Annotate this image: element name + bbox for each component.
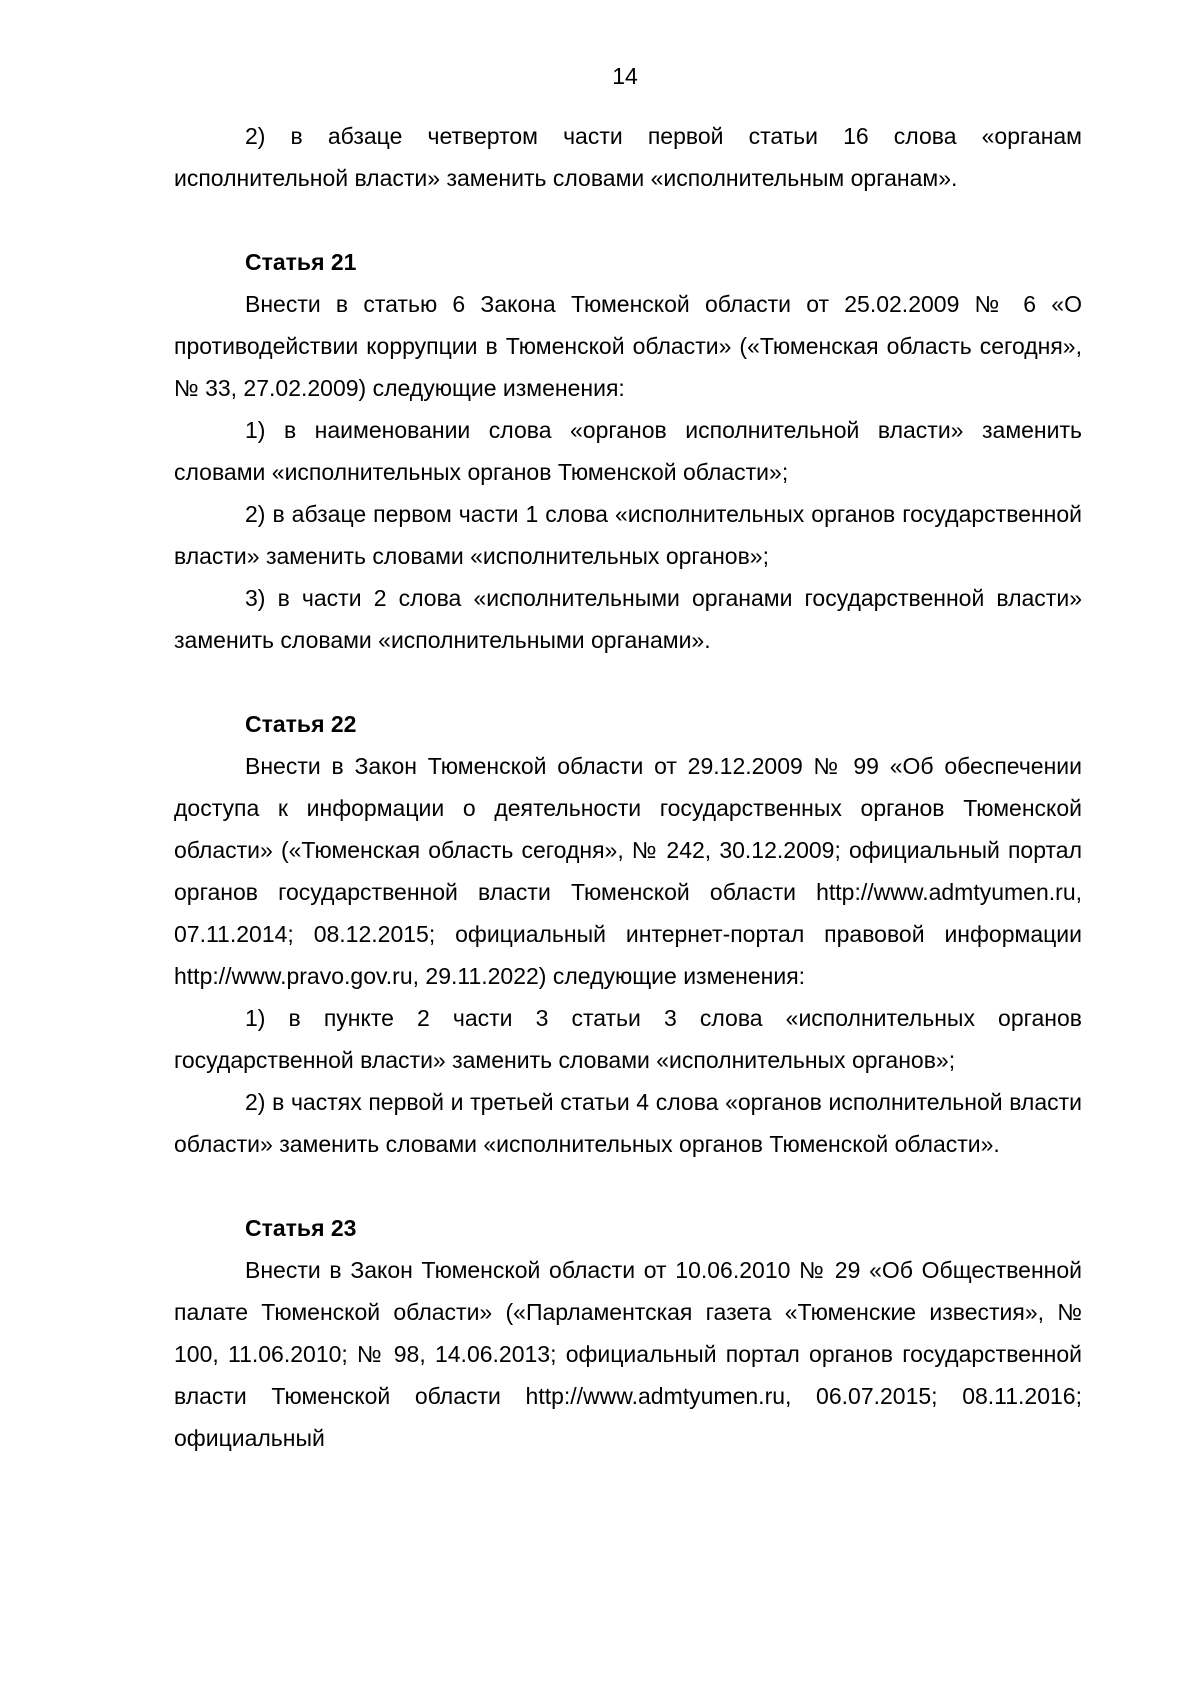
article-paragraph: 2) в частях первой и третьей статьи 4 слова «органов исполнительной власти области» заменить словами «исполнительных органов Тюменской области». — [174, 1089, 1082, 1157]
article-paragraph: 2) в абзаце первом части 1 слова «исполнительных органов государственной власти» заменить словами «исполнительных органов»; — [174, 501, 1082, 569]
article-22 — [174, 703, 1082, 1165]
article-23 — [174, 1207, 1082, 1459]
spacer — [174, 199, 1082, 241]
article-heading: Статья 22 — [245, 711, 357, 737]
spacer — [174, 1165, 1082, 1207]
page-number: 14 — [612, 63, 638, 89]
spacer — [174, 661, 1082, 703]
article-paragraph: 3) в части 2 слова «исполнительными органами государственной власти» заменить словами «исполнительными органами». — [174, 585, 1082, 653]
article-heading: Статья 21 — [245, 249, 357, 275]
article-paragraph: 1) в наименовании слова «органов исполнительной власти» заменить словами «исполнительных органов Тюменской области»; — [174, 417, 1082, 485]
article-heading: Статья 23 — [245, 1215, 357, 1241]
document-body — [174, 115, 1082, 1459]
article-paragraph: 1) в пункте 2 части 3 статьи 3 слова «исполнительных органов государственной власти» заменить словами «исполнительных органов»; — [174, 1005, 1082, 1073]
article-paragraph: Внести в Закон Тюменской области от 29.12.2009 № 99 «Об обеспечении доступа к информации о деятельности государственных органов Тюменской области» («Тюменская область сегодня», № 242, 30.12.2009; официальный портал органов государственной власти Тюменской области http://www.admtyumen.ru, 07.11.2014; 08.12.2015; официальный интернет-портал правовой информации http://www.pravo.gov.ru, 29.11.2022) следующие изменения: — [174, 753, 1082, 989]
article-paragraph: Внести в Закон Тюменской области от 10.06.2010 № 29 «Об Общественной палате Тюменской области» («Парламентская газета «Тюменские известия», № 100, 11.06.2010; № 98, 14.06.2013; официальный портал органов государственной власти Тюменской области http://www.admtyumen.ru, 06.07.2015; 08.11.2016; официальный — [174, 1257, 1082, 1451]
paragraph-intro: 2) в абзаце четвертом части первой статьи 16 слова «органам исполнительной власти» заменить словами «исполнительным органам». — [174, 123, 1082, 191]
article-21 — [174, 241, 1082, 661]
article-paragraph: Внести в статью 6 Закона Тюменской области от 25.02.2009 № 6 «О противодействии коррупции в Тюменской области» («Тюменская область сегодня», № 33, 27.02.2009) следующие изменения: — [174, 291, 1082, 401]
